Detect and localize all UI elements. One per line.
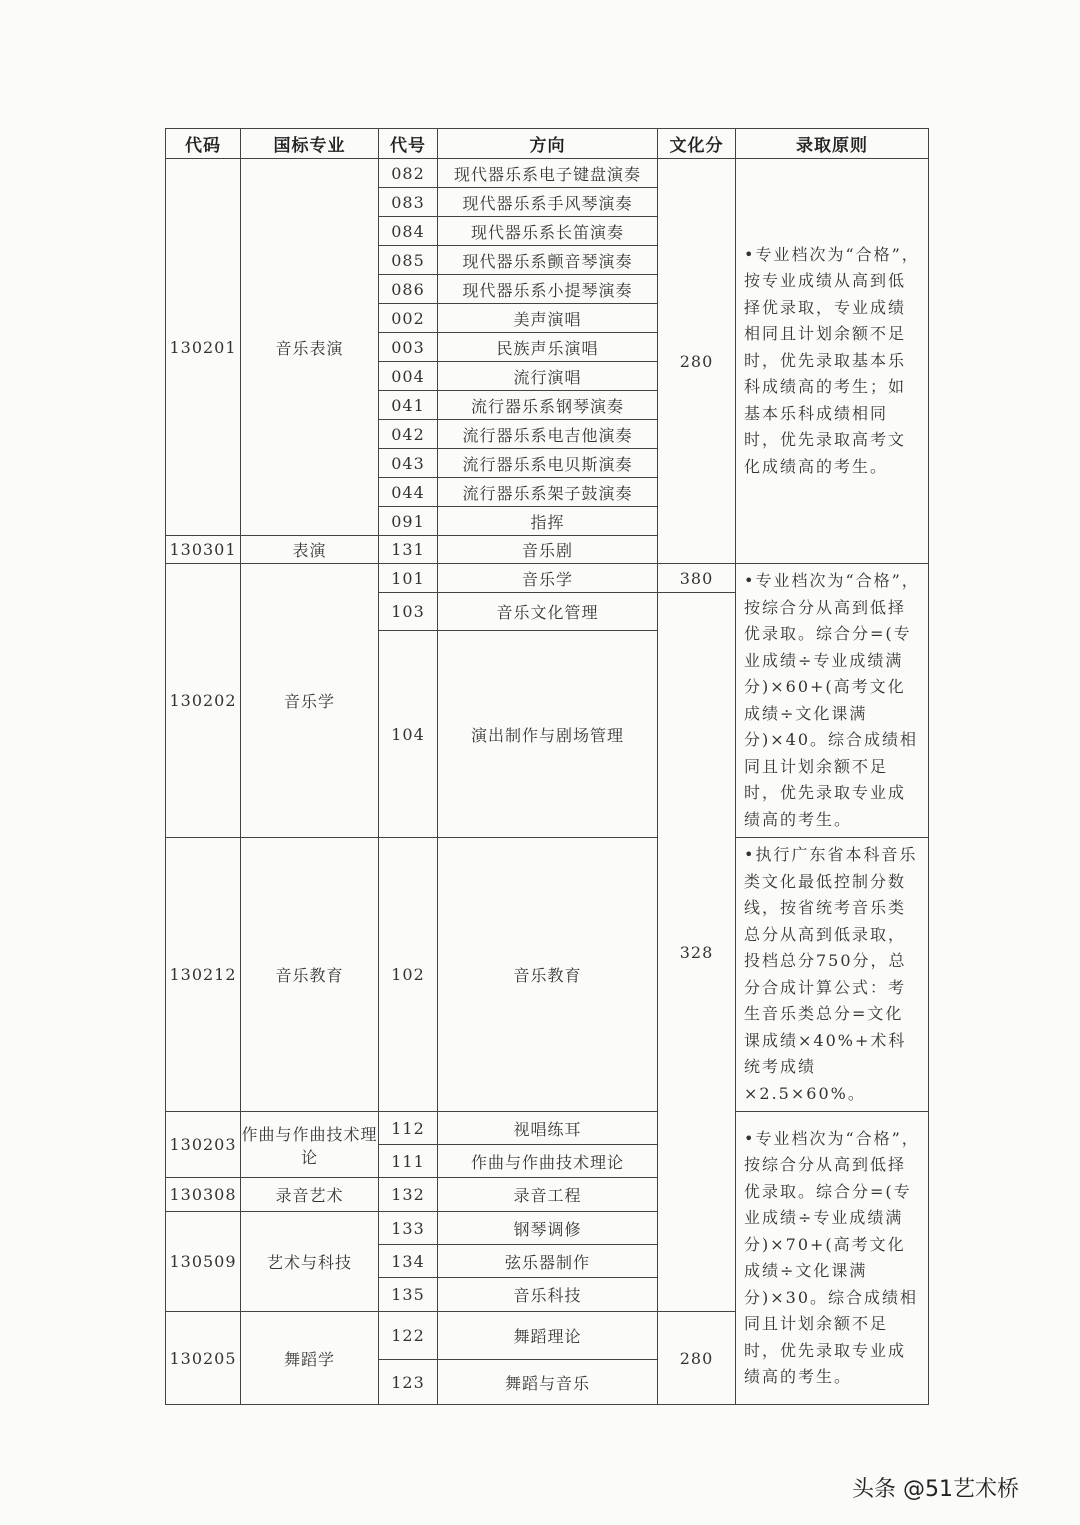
discipline-code: 130301 [166,536,241,564]
direction-name: 录音工程 [438,1178,658,1212]
direction-id: 112 [379,1112,438,1145]
direction-name: 现代器乐系长笛演奏 [438,217,658,246]
watermark: 头条 @51艺术桥 [852,1477,1019,1502]
direction-id: 082 [379,159,438,188]
direction-id: 044 [379,478,438,507]
admission-rule: •专业档次为“合格”，按专业成绩从高到低择优录取，专业成绩相同且计划余额不足时，优先录取基本乐科成绩高的考生；如基本乐科成绩相同时，优先录取高考文化成绩高的考生。 [736,159,929,564]
major-name: 录音艺术 [241,1178,379,1212]
direction-name: 民族声乐演唱 [438,333,658,362]
direction-name: 钢琴调修 [438,1212,658,1245]
direction-id: 103 [379,593,438,631]
direction-id: 131 [379,536,438,564]
culture-score: 280 [658,1312,736,1405]
direction-id: 135 [379,1278,438,1312]
direction-id: 003 [379,333,438,362]
direction-name: 流行器乐系架子鼓演奏 [438,478,658,507]
direction-id: 102 [379,838,438,1112]
discipline-code: 130308 [166,1178,241,1212]
direction-name: 音乐学 [438,564,658,593]
discipline-code: 130212 [166,838,241,1112]
header-major: 国标专业 [241,129,379,159]
header-code: 代码 [166,129,241,159]
discipline-code: 130205 [166,1312,241,1405]
direction-id: 086 [379,275,438,304]
direction-id: 085 [379,246,438,275]
header-rule: 录取原则 [736,129,929,159]
direction-name: 音乐教育 [438,838,658,1112]
major-name: 艺术与科技 [241,1212,379,1312]
direction-name: 现代器乐系手风琴演奏 [438,188,658,217]
table-row [166,1112,929,1145]
direction-id: 123 [379,1360,438,1405]
direction-id: 084 [379,217,438,246]
culture-score: 328 [658,593,736,1312]
major-name: 音乐学 [241,564,379,838]
direction-name: 美声演唱 [438,304,658,333]
direction-id: 091 [379,507,438,536]
discipline-code: 130201 [166,159,241,536]
admission-table [165,128,929,1405]
direction-name: 音乐文化管理 [438,593,658,631]
direction-id: 101 [379,564,438,593]
direction-name: 流行演唱 [438,362,658,391]
admission-rule: •执行广东省本科音乐类文化最低控制分数线，按省统考音乐类总分从高到低录取，投档总分750分，总分合成计算公式：考生音乐类总分=文化课成绩×40%+术科统考成绩×2.5×60%。 [736,838,929,1112]
direction-name: 指挥 [438,507,658,536]
direction-name: 现代器乐系颤音琴演奏 [438,246,658,275]
admission-rule: •专业档次为“合格”，按综合分从高到低择优录取。综合分=(专业成绩÷专业成绩满分)×70+(高考文化成绩÷文化课满分)×30。综合成绩相同且计划余额不足时，优先录取专业成绩高的考生。 [736,1112,929,1405]
direction-name: 视唱练耳 [438,1112,658,1145]
header-id: 代号 [379,129,438,159]
direction-id: 002 [379,304,438,333]
direction-id: 083 [379,188,438,217]
direction-id: 043 [379,449,438,478]
direction-name: 舞蹈理论 [438,1312,658,1360]
direction-name: 舞蹈与音乐 [438,1360,658,1405]
direction-name: 现代器乐系电子键盘演奏 [438,159,658,188]
culture-score: 280 [658,159,736,564]
direction-name: 流行器乐系钢琴演奏 [438,391,658,420]
direction-name: 音乐剧 [438,536,658,564]
major-name: 音乐教育 [241,838,379,1112]
discipline-code: 130203 [166,1112,241,1178]
major-name: 作曲与作曲技术理论 [241,1112,379,1178]
culture-score: 380 [658,564,736,593]
direction-id: 042 [379,420,438,449]
discipline-code: 130202 [166,564,241,838]
header-score: 文化分 [658,129,736,159]
table-row [166,838,929,1112]
direction-id: 134 [379,1245,438,1278]
table-row [166,159,929,188]
direction-id: 122 [379,1312,438,1360]
direction-name: 作曲与作曲技术理论 [438,1145,658,1178]
table-row [166,564,929,593]
direction-name: 现代器乐系小提琴演奏 [438,275,658,304]
direction-name: 流行器乐系电贝斯演奏 [438,449,658,478]
direction-name: 弦乐器制作 [438,1245,658,1278]
header-row [166,129,929,159]
discipline-code: 130509 [166,1212,241,1312]
direction-name: 流行器乐系电吉他演奏 [438,420,658,449]
direction-id: 111 [379,1145,438,1178]
admission-rule: •专业档次为“合格”，按综合分从高到低择优录取。综合分=(专业成绩÷专业成绩满分)×60+(高考文化成绩÷文化课满分)×40。综合成绩相同且计划余额不足时，优先录取专业成绩高的考生。 [736,564,929,838]
direction-name: 音乐科技 [438,1278,658,1312]
major-name: 表演 [241,536,379,564]
major-name: 舞蹈学 [241,1312,379,1405]
direction-id: 133 [379,1212,438,1245]
header-direction: 方向 [438,129,658,159]
direction-id: 004 [379,362,438,391]
major-name: 音乐表演 [241,159,379,536]
direction-id: 041 [379,391,438,420]
direction-id: 104 [379,631,438,838]
direction-id: 132 [379,1178,438,1212]
direction-name: 演出制作与剧场管理 [438,631,658,838]
